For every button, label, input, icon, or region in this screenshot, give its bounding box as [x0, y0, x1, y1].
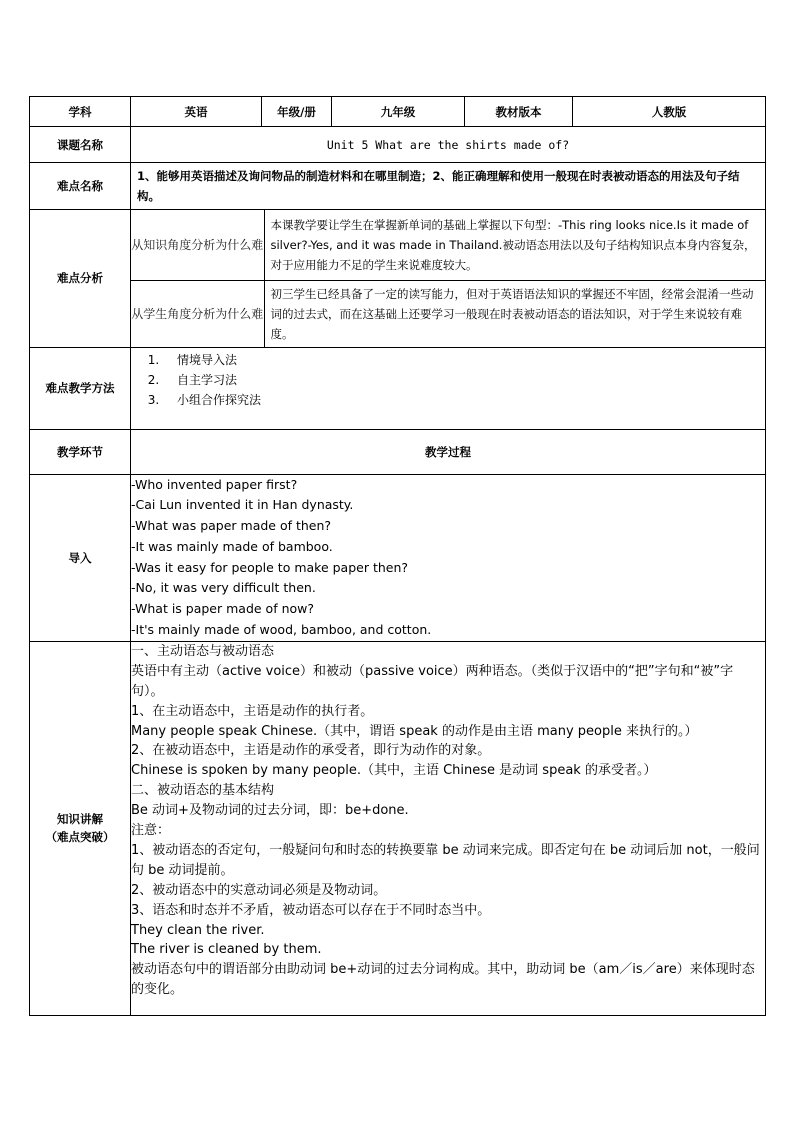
method-item: 1. 情境导入法 [163, 350, 765, 370]
analysis-label: 难点分析 [30, 210, 131, 348]
methods-row [30, 347, 766, 429]
method-item: 3. 小组合作探究法 [163, 390, 765, 410]
knowledge-label-cell [30, 641, 131, 1015]
intro-dialogue [131, 474, 766, 641]
knowledge-line: 1、被动语态的否定句，一般疑问句和时态的转换要靠 be 动词来完成。即否定句在 be 动词后加 not，一般问句 be 动词提前。 [131, 842, 760, 878]
lesson-label: 课题名称 [30, 127, 131, 163]
knowledge-line: 2、被动语态中的实意动词必须是及物动词。 [131, 882, 387, 898]
dialogue-line: -Was it easy for people to make paper then? [131, 559, 409, 575]
knowledge-line: 注意： [131, 823, 171, 839]
knowledge-line: 2、在被动语态中，主语是动作的承受者，即行为动作的对象。 [131, 743, 491, 759]
subject-label: 学科 [30, 97, 131, 127]
methods-list [131, 350, 765, 410]
methods-cell [131, 347, 766, 429]
difficulty-label: 难点名称 [30, 163, 131, 210]
stage-label: 教学环节 [30, 429, 131, 474]
analysis-cell [131, 210, 766, 348]
difficulty-text: 1、能够用英语描述及询问物品的制造材料和在哪里制造；2、能正确理解和使用一般现在时表被动语态的用法及句子结构。 [131, 163, 766, 210]
dialogue-line: -What was paper made of then? [131, 518, 332, 534]
edition-label: 教材版本 [465, 97, 573, 127]
knowledge-row [30, 641, 766, 1015]
knowledge-line: They clean the river. [131, 922, 265, 938]
knowledge-line: The river is cleaned by them. [131, 942, 322, 958]
knowledge-line: 3、语态和时态并不矛盾，被动语态可以存在于不同时态当中。 [131, 902, 491, 918]
student-angle-label: 从学生角度分析为什么难 [131, 280, 264, 347]
knowledge-line: Chinese is spoken by many people.（其中，主语 Chinese 是动词 speak 的承受者。） [131, 763, 657, 779]
student-angle-text: 初三学生已经具备了一定的读写能力，但对于英语语法知识的掌握还不牢固，经常会混淆一些动词的过去式，而在这基础上还要学习一般现在时表被动语态的语法知识，对于学生来说较有难度。 [264, 280, 765, 347]
intro-label: 导入 [30, 474, 131, 641]
intro-row [30, 474, 766, 641]
grade-value: 九年级 [332, 97, 465, 127]
dialogue-line: -It's mainly made of wood, bamboo, and cotton. [131, 622, 432, 638]
knowledge-sublabel: （难点突破） [45, 830, 115, 845]
knowledge-line: Many people speak Chinese.（其中，谓语 speak 的动作是由主语 many people 来执行的。） [131, 723, 698, 739]
dialogue-line: -No, it was very difficult then. [131, 580, 316, 596]
knowledge-line: 1、在主动语态中，主语是动作的执行者。 [131, 703, 374, 719]
methods-label: 难点教学方法 [30, 347, 131, 429]
grade-label: 年级/册 [262, 97, 332, 127]
lesson-row [30, 127, 766, 163]
lesson-title: Unit 5 What are the shirts made of? [131, 127, 766, 163]
dialogue-line: -What is paper made of now? [131, 601, 314, 617]
analysis-inner-table [131, 210, 765, 347]
analysis-row [30, 210, 766, 348]
process-label: 教学过程 [131, 429, 766, 474]
knowledge-line: 二、被动语态的基本结构 [131, 783, 275, 799]
knowledge-line: 被动语态句中的谓语部分由助动词 be+动词的过去分词构成。其中，助动词 be（am／is／are）来体现时态的变化。 [131, 962, 755, 998]
knowledge-line: Be 动词+及物动词的过去分词，即：be+done. [131, 803, 409, 819]
dialogue-line: -Who invented paper first? [131, 476, 298, 492]
knowledge-angle-label: 从知识角度分析为什么难 [131, 210, 264, 280]
difficulty-row [30, 163, 766, 210]
edition-value: 人教版 [573, 97, 766, 127]
process-header-row [30, 429, 766, 474]
dialogue-line: -It was mainly made of bamboo. [131, 538, 333, 554]
header-row [30, 97, 766, 127]
knowledge-line: 英语中有主动（active voice）和被动（passive voice）两种语态。（类似于汉语中的“把”字句和“被”字句）。 [131, 663, 734, 699]
knowledge-line: 一、主动语态与被动语态 [131, 643, 275, 659]
knowledge-angle-text: 本课教学要让学生在掌握新单词的基础上掌握以下句型：-This ring looks nice.Is it made of silver?-Yes, and it was made in Thailand.被动语态用法以及句子结构知识点本身内容复杂，对于应用能力不足的学生来说难度较大。 [270, 217, 756, 272]
knowledge-content [131, 641, 766, 1015]
knowledge-label: 知识讲解 [57, 812, 103, 827]
method-item: 2. 自主学习法 [163, 370, 765, 390]
lesson-plan-table [29, 96, 766, 1016]
dialogue-line: -Cai Lun invented it in Han dynasty. [131, 497, 354, 513]
subject-value: 英语 [131, 97, 262, 127]
